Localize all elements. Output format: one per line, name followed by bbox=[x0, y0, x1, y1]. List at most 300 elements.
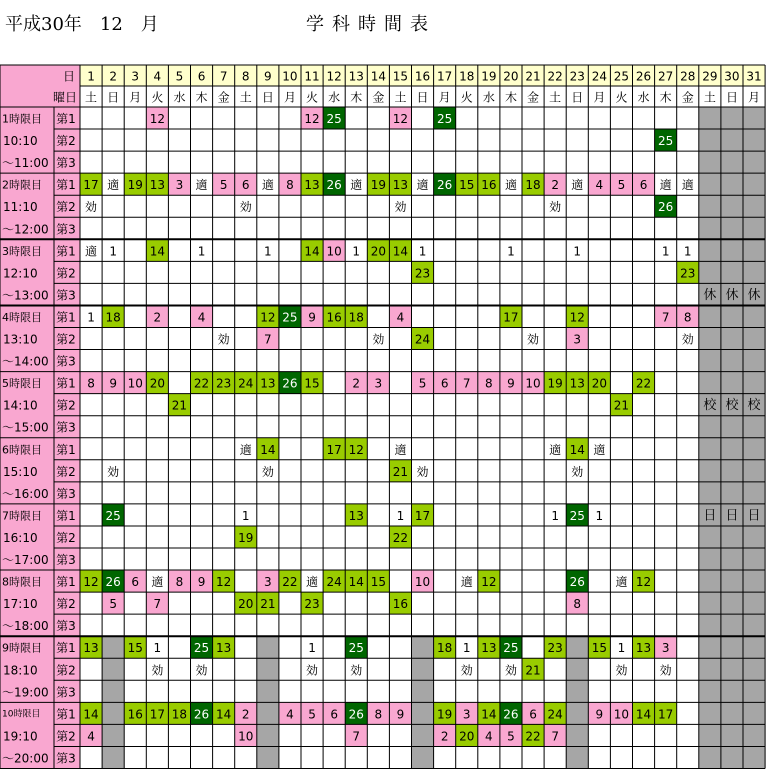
sub-slot-label: 第2 bbox=[56, 530, 76, 545]
day-number: 18 bbox=[459, 69, 475, 84]
holiday-text: 校 bbox=[725, 398, 739, 414]
sub-slot-label: 第3 bbox=[56, 486, 76, 501]
cell-value: 効 bbox=[306, 663, 319, 678]
period-start-time: 16:10 bbox=[3, 530, 38, 545]
cell-value: 7 bbox=[352, 729, 361, 744]
cell-value: 7 bbox=[462, 376, 471, 391]
weekday-name: 木 bbox=[659, 90, 672, 105]
cell-value: 適 bbox=[239, 442, 252, 457]
cell-value: 12 bbox=[481, 575, 497, 590]
cell-value: 20 bbox=[370, 244, 386, 259]
cell-value: 21 bbox=[171, 398, 188, 413]
cell-value: 9 bbox=[308, 310, 316, 325]
period-start-time: 13:10 bbox=[3, 332, 38, 347]
cell-value: 17 bbox=[149, 707, 165, 722]
cell-value: 19 bbox=[370, 178, 386, 193]
holiday-text: 日 bbox=[703, 508, 717, 524]
cell-value: 5 bbox=[507, 729, 515, 744]
sub-slot-label: 第1 bbox=[56, 244, 76, 259]
cell-value: 適 bbox=[681, 178, 694, 193]
cell-value: 効 bbox=[195, 663, 208, 678]
cell-value: 効 bbox=[394, 200, 407, 215]
weekday-name: 金 bbox=[527, 90, 540, 105]
cell-value: 18 bbox=[105, 310, 121, 325]
cell-value: 2 bbox=[241, 707, 250, 722]
cell-value: 4 bbox=[485, 729, 493, 744]
period-label: 6時限目 bbox=[2, 443, 42, 457]
day-number: 10 bbox=[282, 69, 298, 84]
cell-value: 10 bbox=[613, 707, 630, 722]
cell-value: 2 bbox=[440, 729, 449, 744]
sub-slot-label: 第1 bbox=[56, 178, 76, 193]
day-number: 3 bbox=[131, 69, 140, 84]
holiday-text: 休 bbox=[725, 287, 739, 303]
cell-value: 1 bbox=[418, 244, 427, 259]
cell-value: 25 bbox=[503, 641, 519, 656]
cell-value: 適 bbox=[85, 244, 98, 259]
cell-value: 5 bbox=[308, 707, 316, 722]
cell-value: 25 bbox=[437, 112, 453, 127]
cell-value: 16 bbox=[481, 178, 497, 193]
cell-value: 14 bbox=[392, 244, 409, 259]
holiday-text: 校 bbox=[747, 398, 761, 414]
cell-value: 21 bbox=[392, 464, 409, 479]
period-start-time: 18:10 bbox=[3, 663, 38, 678]
cell-value: 適 bbox=[350, 178, 363, 193]
day-number: 23 bbox=[569, 69, 585, 84]
cell-value: 7 bbox=[264, 332, 272, 347]
sub-slot-label: 第2 bbox=[56, 134, 76, 149]
cell-value: 効 bbox=[239, 200, 252, 215]
weekday-name: 木 bbox=[195, 90, 208, 105]
cell-value: 26 bbox=[503, 707, 519, 722]
cell-value: 1 bbox=[153, 641, 162, 656]
cell-value: 10 bbox=[414, 575, 431, 590]
cell-value: 1 bbox=[573, 244, 582, 259]
cell-value: 13 bbox=[348, 508, 364, 523]
cell-value: 13 bbox=[216, 641, 232, 656]
weekday-name: 木 bbox=[350, 90, 363, 105]
sub-slot-label: 第1 bbox=[56, 575, 76, 590]
cell-value: 効 bbox=[571, 464, 584, 479]
cell-value: 効 bbox=[681, 332, 694, 347]
cell-value: 5 bbox=[219, 178, 228, 193]
cell-value: 4 bbox=[595, 178, 604, 193]
cell-value: 15 bbox=[591, 641, 607, 656]
cell-value: 15 bbox=[370, 575, 386, 590]
cell-value: 26 bbox=[437, 178, 453, 193]
day-number: 1 bbox=[87, 69, 95, 84]
sub-slot-label: 第2 bbox=[56, 464, 76, 479]
cell-value: 13 bbox=[83, 641, 99, 656]
cell-value: 25 bbox=[105, 508, 121, 523]
weekday-name: 金 bbox=[217, 90, 230, 105]
cell-value: 適 bbox=[261, 178, 274, 193]
period-start-time: 10:10 bbox=[3, 134, 38, 149]
cell-value: 26 bbox=[193, 707, 210, 722]
cell-value: 8 bbox=[573, 597, 582, 612]
cell-value: 18 bbox=[348, 310, 364, 325]
day-number: 4 bbox=[153, 69, 162, 84]
cell-value: 9 bbox=[507, 376, 515, 391]
cell-value: 20 bbox=[459, 729, 475, 744]
cell-value: 9 bbox=[396, 707, 405, 722]
period-end-time: ～20:00 bbox=[2, 751, 49, 766]
period-label: 1時限目 bbox=[2, 112, 42, 126]
period-start-time: 12:10 bbox=[3, 266, 38, 281]
cell-value: 19 bbox=[127, 178, 143, 193]
cell-value: 適 bbox=[571, 178, 584, 193]
day-number: 15 bbox=[392, 69, 409, 84]
period-end-time: ～15:00 bbox=[2, 420, 49, 435]
day-number: 16 bbox=[414, 69, 431, 84]
cell-value: 23 bbox=[304, 597, 320, 612]
sub-slot-label: 第3 bbox=[56, 222, 76, 237]
weekday-name: 土 bbox=[85, 90, 98, 105]
period-label: 5時限目 bbox=[2, 377, 42, 391]
cell-value: 25 bbox=[569, 508, 585, 523]
sub-slot-label: 第2 bbox=[56, 597, 76, 612]
day-number: 24 bbox=[591, 69, 607, 84]
cell-value: 25 bbox=[282, 310, 298, 325]
cell-value: 24 bbox=[547, 707, 563, 722]
cell-value: 14 bbox=[149, 244, 165, 259]
day-number: 29 bbox=[702, 69, 718, 84]
cell-value: 6 bbox=[639, 178, 648, 193]
day-number: 28 bbox=[680, 69, 696, 84]
weekday-name: 月 bbox=[283, 90, 296, 105]
day-number: 25 bbox=[613, 69, 630, 84]
cell-value: 効 bbox=[261, 464, 274, 479]
cell-value: 17 bbox=[83, 178, 99, 193]
cell-value: 効 bbox=[151, 663, 164, 678]
cell-value: 効 bbox=[460, 663, 473, 678]
cell-value: 26 bbox=[348, 707, 364, 722]
sub-slot-label: 第3 bbox=[56, 685, 76, 700]
day-number: 27 bbox=[658, 69, 674, 84]
period-end-time: ～14:00 bbox=[2, 354, 49, 369]
cell-value: 18 bbox=[171, 707, 188, 722]
cell-value: 効 bbox=[350, 663, 363, 678]
sub-slot-label: 第3 bbox=[56, 619, 76, 634]
cell-value: 1 bbox=[396, 508, 405, 523]
cell-value: 4 bbox=[87, 729, 95, 744]
cell-value: 1 bbox=[109, 244, 117, 259]
weekday-name: 月 bbox=[129, 90, 142, 105]
cell-value: 18 bbox=[525, 178, 541, 193]
cell-value: 効 bbox=[615, 663, 628, 678]
cell-value: 4 bbox=[197, 310, 206, 325]
cell-value: 3 bbox=[661, 641, 670, 656]
cell-value: 効 bbox=[85, 200, 98, 215]
cell-value: 26 bbox=[105, 575, 121, 590]
cell-value: 適 bbox=[659, 178, 672, 193]
cell-value: 効 bbox=[416, 464, 429, 479]
cell-value: 22 bbox=[525, 729, 541, 744]
period-label: 8時限目 bbox=[2, 575, 42, 589]
cell-value: 17 bbox=[414, 508, 431, 523]
cell-value: 23 bbox=[680, 266, 696, 281]
cell-value: 10 bbox=[238, 729, 254, 744]
weekday-name: 火 bbox=[306, 90, 319, 105]
cell-value: 1 bbox=[87, 310, 95, 325]
period-label: 3時限目 bbox=[2, 244, 42, 258]
cell-value: 15 bbox=[304, 376, 320, 391]
cell-value: 16 bbox=[392, 597, 409, 612]
cell-value: 6 bbox=[131, 575, 140, 590]
period-end-time: ～18:00 bbox=[2, 619, 49, 634]
cell-value: 10 bbox=[127, 376, 143, 391]
weekday-name: 日 bbox=[725, 90, 738, 105]
cell-value: 8 bbox=[374, 707, 383, 722]
cell-value: 24 bbox=[414, 332, 431, 347]
cell-value: 2 bbox=[352, 376, 361, 391]
sub-slot-label: 第2 bbox=[56, 398, 76, 413]
cell-value: 3 bbox=[175, 178, 184, 193]
weekday-name: 月 bbox=[748, 90, 761, 105]
cell-value: 適 bbox=[416, 178, 429, 193]
cell-value: 13 bbox=[304, 178, 320, 193]
cell-value: 1 bbox=[661, 244, 670, 259]
holiday-text: 日 bbox=[747, 508, 761, 524]
cell-value: 9 bbox=[197, 575, 206, 590]
cell-value: 17 bbox=[503, 310, 519, 325]
cell-value: 2 bbox=[551, 178, 559, 193]
day-number: 2 bbox=[109, 69, 117, 84]
title-era: 平成30年 12 月 bbox=[5, 14, 159, 35]
cell-value: 3 bbox=[462, 707, 471, 722]
day-number: 13 bbox=[348, 69, 364, 84]
cell-value: 1 bbox=[197, 244, 206, 259]
cell-value: 16 bbox=[127, 707, 143, 722]
cell-value: 26 bbox=[282, 376, 298, 391]
cell-value: 1 bbox=[617, 641, 626, 656]
sub-slot-label: 第1 bbox=[56, 112, 76, 127]
weekday-name: 土 bbox=[239, 90, 252, 105]
cell-value: 1 bbox=[241, 508, 250, 523]
weekday-name: 日 bbox=[571, 90, 584, 105]
weekday-name: 金 bbox=[372, 90, 385, 105]
day-number: 9 bbox=[264, 69, 272, 84]
sub-slot-label: 第2 bbox=[56, 332, 76, 347]
sub-slot-label: 第1 bbox=[56, 376, 76, 391]
cell-value: 26 bbox=[326, 178, 342, 193]
sub-slot-label: 第2 bbox=[56, 266, 76, 281]
sub-slot-label: 第2 bbox=[56, 200, 76, 215]
cell-value: 19 bbox=[437, 707, 453, 722]
cell-value: 1 bbox=[352, 244, 361, 259]
cell-value: 1 bbox=[462, 641, 471, 656]
day-number: 17 bbox=[437, 69, 453, 84]
cell-value: 13 bbox=[392, 178, 409, 193]
day-number: 30 bbox=[724, 69, 740, 84]
cell-value: 25 bbox=[348, 641, 364, 656]
cell-value: 21 bbox=[260, 597, 276, 612]
sub-slot-label: 第3 bbox=[56, 288, 76, 303]
cell-value: 12 bbox=[569, 310, 585, 325]
day-number: 6 bbox=[197, 69, 206, 84]
cell-value: 12 bbox=[635, 575, 652, 590]
day-number: 26 bbox=[635, 69, 652, 84]
cell-value: 17 bbox=[658, 707, 674, 722]
period-end-time: ～13:00 bbox=[2, 288, 49, 303]
weekday-name: 火 bbox=[460, 90, 473, 105]
cell-value: 13 bbox=[569, 376, 585, 391]
cell-value: 23 bbox=[216, 376, 232, 391]
period-label: 10時限目 bbox=[2, 709, 41, 720]
cell-value: 9 bbox=[595, 707, 604, 722]
cell-value: 5 bbox=[617, 178, 626, 193]
cell-value: 13 bbox=[149, 178, 165, 193]
cell-value: 24 bbox=[326, 575, 342, 590]
cell-value: 1 bbox=[507, 244, 515, 259]
cell-value: 1 bbox=[308, 641, 316, 656]
title-timetable: 学科時間表 bbox=[306, 14, 436, 35]
weekday-name: 木 bbox=[504, 90, 517, 105]
cell-value: 14 bbox=[304, 244, 320, 259]
cell-value: 26 bbox=[658, 200, 674, 215]
cell-value: 3 bbox=[374, 376, 383, 391]
sub-slot-label: 第3 bbox=[56, 751, 76, 766]
cell-value: 4 bbox=[396, 310, 405, 325]
cell-value: 25 bbox=[658, 134, 674, 149]
cell-value: 21 bbox=[525, 663, 541, 678]
period-label: 2時限目 bbox=[2, 178, 42, 192]
cell-value: 8 bbox=[286, 178, 294, 193]
day-number: 31 bbox=[746, 69, 762, 84]
weekday-name: 月 bbox=[593, 90, 606, 105]
day-number: 20 bbox=[503, 69, 519, 84]
cell-value: 効 bbox=[217, 332, 230, 347]
sub-slot-label: 第1 bbox=[56, 707, 76, 722]
cell-value: 適 bbox=[151, 575, 164, 590]
cell-value: 15 bbox=[459, 178, 475, 193]
cell-value: 適 bbox=[394, 442, 407, 457]
holiday-text: 校 bbox=[703, 398, 717, 414]
cell-value: 適 bbox=[306, 575, 319, 590]
period-start-time: 15:10 bbox=[3, 464, 38, 479]
cell-value: 18 bbox=[437, 641, 453, 656]
cell-value: 23 bbox=[414, 266, 431, 281]
day-number: 19 bbox=[481, 69, 497, 84]
sub-slot-label: 第3 bbox=[56, 553, 76, 568]
cell-value: 効 bbox=[107, 464, 120, 479]
period-end-time: ～11:00 bbox=[2, 156, 49, 171]
sub-slot-label: 第1 bbox=[56, 508, 76, 523]
sub-slot-label: 第2 bbox=[56, 663, 76, 678]
cell-value: 5 bbox=[109, 597, 117, 612]
cell-value: 19 bbox=[547, 376, 563, 391]
period-start-time: 19:10 bbox=[3, 729, 38, 744]
weekday-name: 水 bbox=[328, 90, 341, 105]
cell-value: 12 bbox=[260, 310, 276, 325]
sub-slot-label: 第1 bbox=[56, 442, 76, 457]
cell-value: 25 bbox=[326, 112, 342, 127]
day-header-label: 日 bbox=[62, 69, 75, 84]
cell-value: 14 bbox=[569, 442, 585, 457]
cell-value: 14 bbox=[481, 707, 497, 722]
cell-value: 効 bbox=[659, 663, 672, 678]
cell-value: 適 bbox=[593, 442, 606, 457]
cell-value: 1 bbox=[595, 508, 604, 523]
cell-value: 1 bbox=[683, 244, 692, 259]
cell-value: 1 bbox=[551, 508, 559, 523]
period-end-time: ～19:00 bbox=[2, 685, 49, 700]
sub-slot-label: 第3 bbox=[56, 420, 76, 435]
cell-value: 7 bbox=[661, 310, 670, 325]
cell-value: 効 bbox=[549, 200, 562, 215]
day-number: 8 bbox=[241, 69, 250, 84]
period-start-time: 17:10 bbox=[3, 597, 38, 612]
day-number: 12 bbox=[326, 69, 342, 84]
cell-value: 7 bbox=[551, 729, 559, 744]
holiday-text: 休 bbox=[703, 287, 717, 303]
cell-value: 5 bbox=[418, 376, 427, 391]
cell-value: 14 bbox=[216, 707, 232, 722]
cell-value: 適 bbox=[615, 575, 628, 590]
weekday-name: 土 bbox=[703, 90, 716, 105]
cell-value: 効 bbox=[372, 332, 385, 347]
cell-value: 2 bbox=[153, 310, 162, 325]
weekday-header-label: 曜日 bbox=[52, 90, 77, 105]
cell-value: 7 bbox=[153, 597, 162, 612]
cell-value: 6 bbox=[440, 376, 449, 391]
cell-value: 8 bbox=[683, 310, 692, 325]
cell-value: 10 bbox=[525, 376, 541, 391]
cell-value: 20 bbox=[149, 376, 165, 391]
cell-value: 12 bbox=[149, 112, 165, 127]
sub-slot-label: 第1 bbox=[56, 310, 76, 325]
day-number: 7 bbox=[219, 69, 228, 84]
cell-value: 適 bbox=[460, 575, 473, 590]
weekday-name: 金 bbox=[681, 90, 694, 105]
weekday-name: 土 bbox=[549, 90, 562, 105]
sub-slot-label: 第2 bbox=[56, 729, 76, 744]
period-start-time: 14:10 bbox=[3, 398, 38, 413]
period-label: 7時限目 bbox=[2, 509, 42, 523]
holiday-text: 休 bbox=[747, 287, 761, 303]
cell-value: 13 bbox=[260, 376, 276, 391]
weekday-name: 土 bbox=[394, 90, 407, 105]
period-end-time: ～16:00 bbox=[2, 486, 49, 501]
cell-value: 22 bbox=[392, 530, 409, 545]
cell-value: 22 bbox=[635, 376, 652, 391]
cell-value: 12 bbox=[216, 575, 232, 590]
cell-value: 12 bbox=[304, 112, 320, 127]
cell-value: 8 bbox=[485, 376, 493, 391]
weekday-name: 日 bbox=[107, 90, 120, 105]
cell-value: 19 bbox=[238, 530, 254, 545]
cell-value: 14 bbox=[83, 707, 99, 722]
sub-slot-label: 第3 bbox=[56, 156, 76, 171]
cell-value: 26 bbox=[569, 575, 585, 590]
cell-value: 14 bbox=[260, 442, 276, 457]
day-number: 5 bbox=[175, 69, 184, 84]
day-number: 21 bbox=[525, 69, 541, 84]
cell-value: 20 bbox=[591, 376, 607, 391]
weekday-name: 火 bbox=[615, 90, 628, 105]
cell-value: 12 bbox=[83, 575, 99, 590]
period-start-time: 11:10 bbox=[3, 200, 38, 215]
cell-value: 6 bbox=[529, 707, 537, 722]
cell-value: 17 bbox=[326, 442, 342, 457]
day-number: 14 bbox=[370, 69, 386, 84]
cell-value: 8 bbox=[87, 376, 95, 391]
sub-slot-label: 第3 bbox=[56, 354, 76, 369]
cell-value: 22 bbox=[193, 376, 210, 391]
cell-value: 25 bbox=[193, 641, 210, 656]
weekday-name: 水 bbox=[482, 90, 495, 105]
